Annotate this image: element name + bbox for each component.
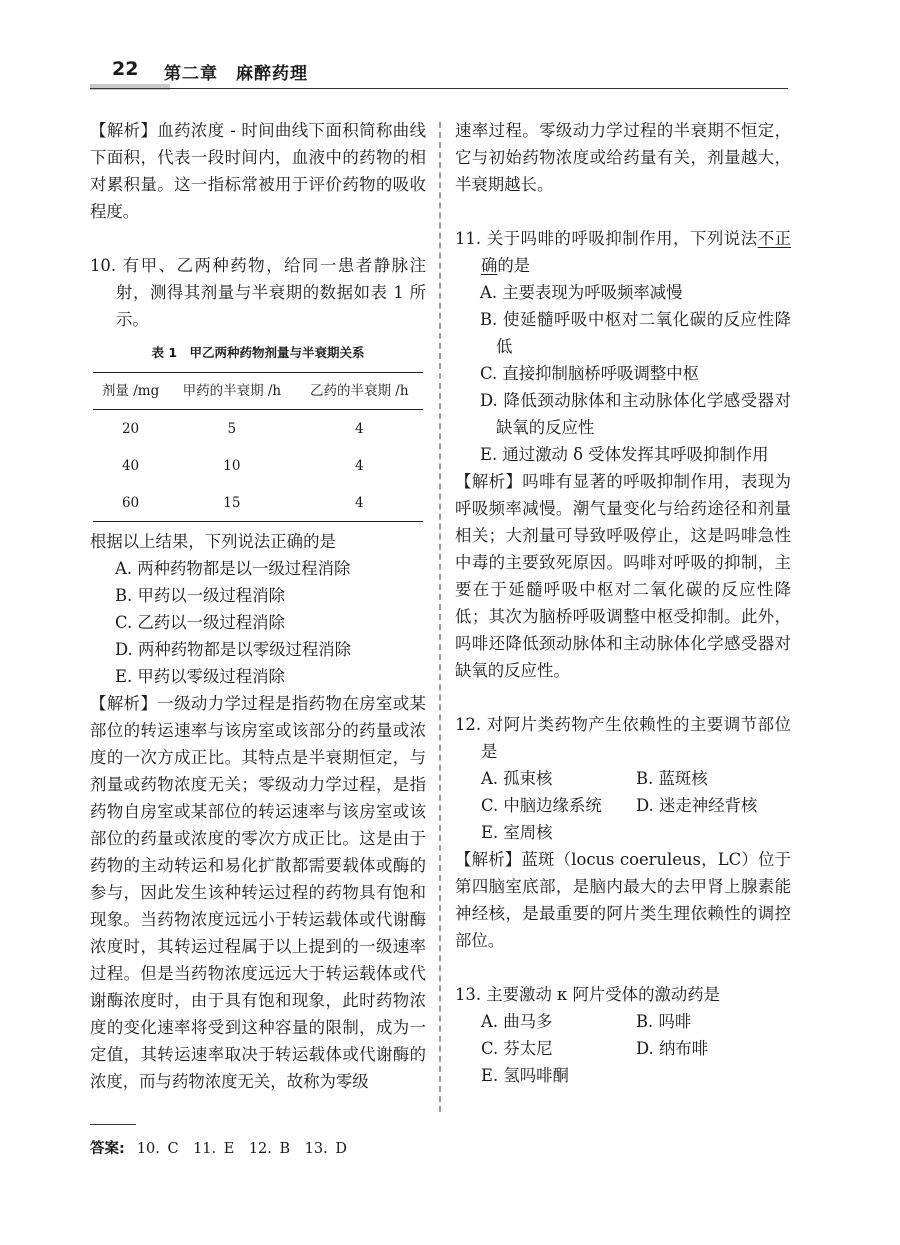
- options-row: [455, 792, 791, 819]
- table-cell: 4: [354, 457, 364, 474]
- option-d: D. 纳布啡: [636, 1039, 709, 1058]
- question-11-stem-end: 的是: [497, 256, 531, 275]
- option-e: E. 室周核: [481, 823, 553, 842]
- analysis-q11: 【解析】吗啡有显著的呼吸抑制作用，表现为呼吸频率减慢。潮气量变化与给药途径和剂量相关；大剂量可导致呼吸停止，这是吗啡急性中毒的主要致死原因。吗啡对呼吸的抑制，主要在于延髓呼吸中枢对二氧化碳的反应性降低；其次为脑桥呼吸调整中枢受抑制。此外，吗啡还降低颈动脉体和主动脉体化学感受器对缺氧的反应性。: [455, 472, 791, 680]
- table-cell: 15: [223, 494, 241, 511]
- option-c: C. 直接抑制脑桥呼吸调整中枢: [480, 364, 700, 383]
- option-b: B. 蓝斑核: [636, 769, 708, 788]
- options-row: [455, 1008, 791, 1035]
- table-header: 乙药的半衰期 /h: [310, 383, 409, 399]
- option-c: C. 芬太尼: [481, 1039, 553, 1058]
- table-header: 剂量 /mg: [101, 383, 160, 399]
- option-b: B. 甲药以一级过程消除: [115, 586, 285, 605]
- option-a: A. 孤束核: [481, 769, 553, 788]
- question-13-stem: 13. 主要激动 κ 阿片受体的激动药是: [455, 985, 721, 1004]
- dose-halflife-table: [93, 372, 423, 522]
- analysis-q9: 【解析】血药浓度 - 时间曲线下面积简称曲线下面积，代表一段时间内，血液中的药物的相对累积量。这一指标常被用于评价药物的吸收程度。: [90, 121, 426, 221]
- option-b: B. 使延髓呼吸中枢对二氧化碳的反应性降低: [480, 310, 791, 356]
- table-header: 甲药的半衰期 /h: [182, 383, 282, 399]
- options-row: [455, 1035, 791, 1062]
- option-a: A. 两种药物都是以一级过程消除: [115, 559, 351, 578]
- table-cell: 5: [227, 420, 237, 437]
- answer-key-values: 10. C 11. E 12. B 13. D: [136, 1141, 347, 1157]
- analysis-q12: 【解析】蓝斑（locus coeruleus，LC）位于第四脑室底部，是脑内最大的去甲肾上腺素能神经核，是最重要的阿片类生理依赖性的调控部位。: [455, 850, 791, 950]
- right-column: [455, 117, 791, 1089]
- option-e: E. 甲药以零级过程消除: [115, 667, 285, 686]
- table-cell: 20: [121, 420, 140, 437]
- column-divider: [439, 122, 441, 1112]
- table-cell: 4: [354, 494, 364, 511]
- option-e: E. 通过激动 δ 受体发挥其呼吸抑制作用: [480, 445, 769, 464]
- options-row: [455, 765, 791, 792]
- option-d: D. 两种药物都是以零级过程消除: [115, 640, 352, 659]
- option-c: C. 中脑边缘系统: [481, 796, 602, 815]
- question-11-stem-text: 11. 关于吗啡的呼吸抑制作用，下列说法: [455, 229, 758, 248]
- footer-rule: [90, 1124, 136, 1125]
- emphasis-not-correct: 不正确: [481, 229, 792, 275]
- option-d: D. 迷走神经背核: [636, 796, 758, 815]
- left-column: [90, 117, 426, 1095]
- answer-key: [90, 1137, 347, 1158]
- page-number: 22: [112, 58, 139, 80]
- question-12-stem: 12. 对阿片类药物产生依赖性的主要调节部位是: [455, 715, 791, 761]
- analysis-q10: 【解析】一级动力学过程是指药物在房室或某部位的转运速率与该房室或该部分的药量或浓度的一次方成正比。其特点是半衰期恒定，与剂量或药物浓度无关；零级动力学过程，是指药物自房室或某部位的转运速率与该房室或该部位的药量或浓度的零次方成正比。这是由于药物的主动转运和易化扩散都需要载体或酶的参与，因此发生该种转运过程的药物具有饱和现象。当药物浓度远远小于转运载体或代谢酶浓度时，其转运过程属于以上提到的一级速率过程。但是当药物浓度远远大于转运载体或代谢酶浓度时，由于具有饱和现象，此时药物浓度的变化速率将受到这种容量的限制，成为一定值，其转运速率取决于转运载体或代谢酶的浓度，而与药物浓度无关，故称为零级: [90, 694, 426, 1091]
- table-row: [93, 484, 423, 522]
- table-cell: 4: [354, 420, 364, 437]
- table-header-row: [93, 373, 423, 410]
- table-cell: 10: [223, 457, 241, 474]
- answer-key-label: 答案:: [90, 1141, 125, 1157]
- header-rule: [90, 88, 788, 89]
- option-c: C. 乙药以一级过程消除: [115, 613, 285, 632]
- table-caption: 表 1 甲乙两种药物剂量与半衰期关系: [151, 345, 365, 360]
- header-accent-bar: [90, 84, 170, 90]
- table-cell: 60: [121, 494, 140, 511]
- option-a: A. 主要表现为呼吸频率减慢: [480, 283, 683, 302]
- options-row: [455, 1062, 791, 1089]
- options-row: [455, 819, 791, 846]
- chapter-title: 第二章 麻醉药理: [164, 64, 308, 84]
- analysis-q10-continued: 速率过程。零级动力学过程的半衰期不恒定，它与初始药物浓度或给药量有关，剂量越大，半衰期越长。: [455, 121, 791, 194]
- table-row: [93, 410, 423, 448]
- question-10-stem: 10. 有甲、乙两种药物，给同一患者静脉注射，测得其剂量与半衰期的数据如表 1 所示。: [90, 256, 426, 329]
- option-e: E. 氢吗啡酮: [481, 1066, 569, 1085]
- table-cell: 40: [121, 457, 140, 474]
- table-row: [93, 447, 423, 484]
- option-d: D. 降低颈动脉体和主动脉体化学感受器对缺氧的反应性: [480, 391, 791, 437]
- option-b: B. 吗啡: [636, 1012, 692, 1031]
- question-11-stem: [455, 225, 791, 279]
- question-10-prompt: 根据以上结果，下列说法正确的是: [90, 532, 336, 551]
- option-a: A. 曲马多: [481, 1012, 553, 1031]
